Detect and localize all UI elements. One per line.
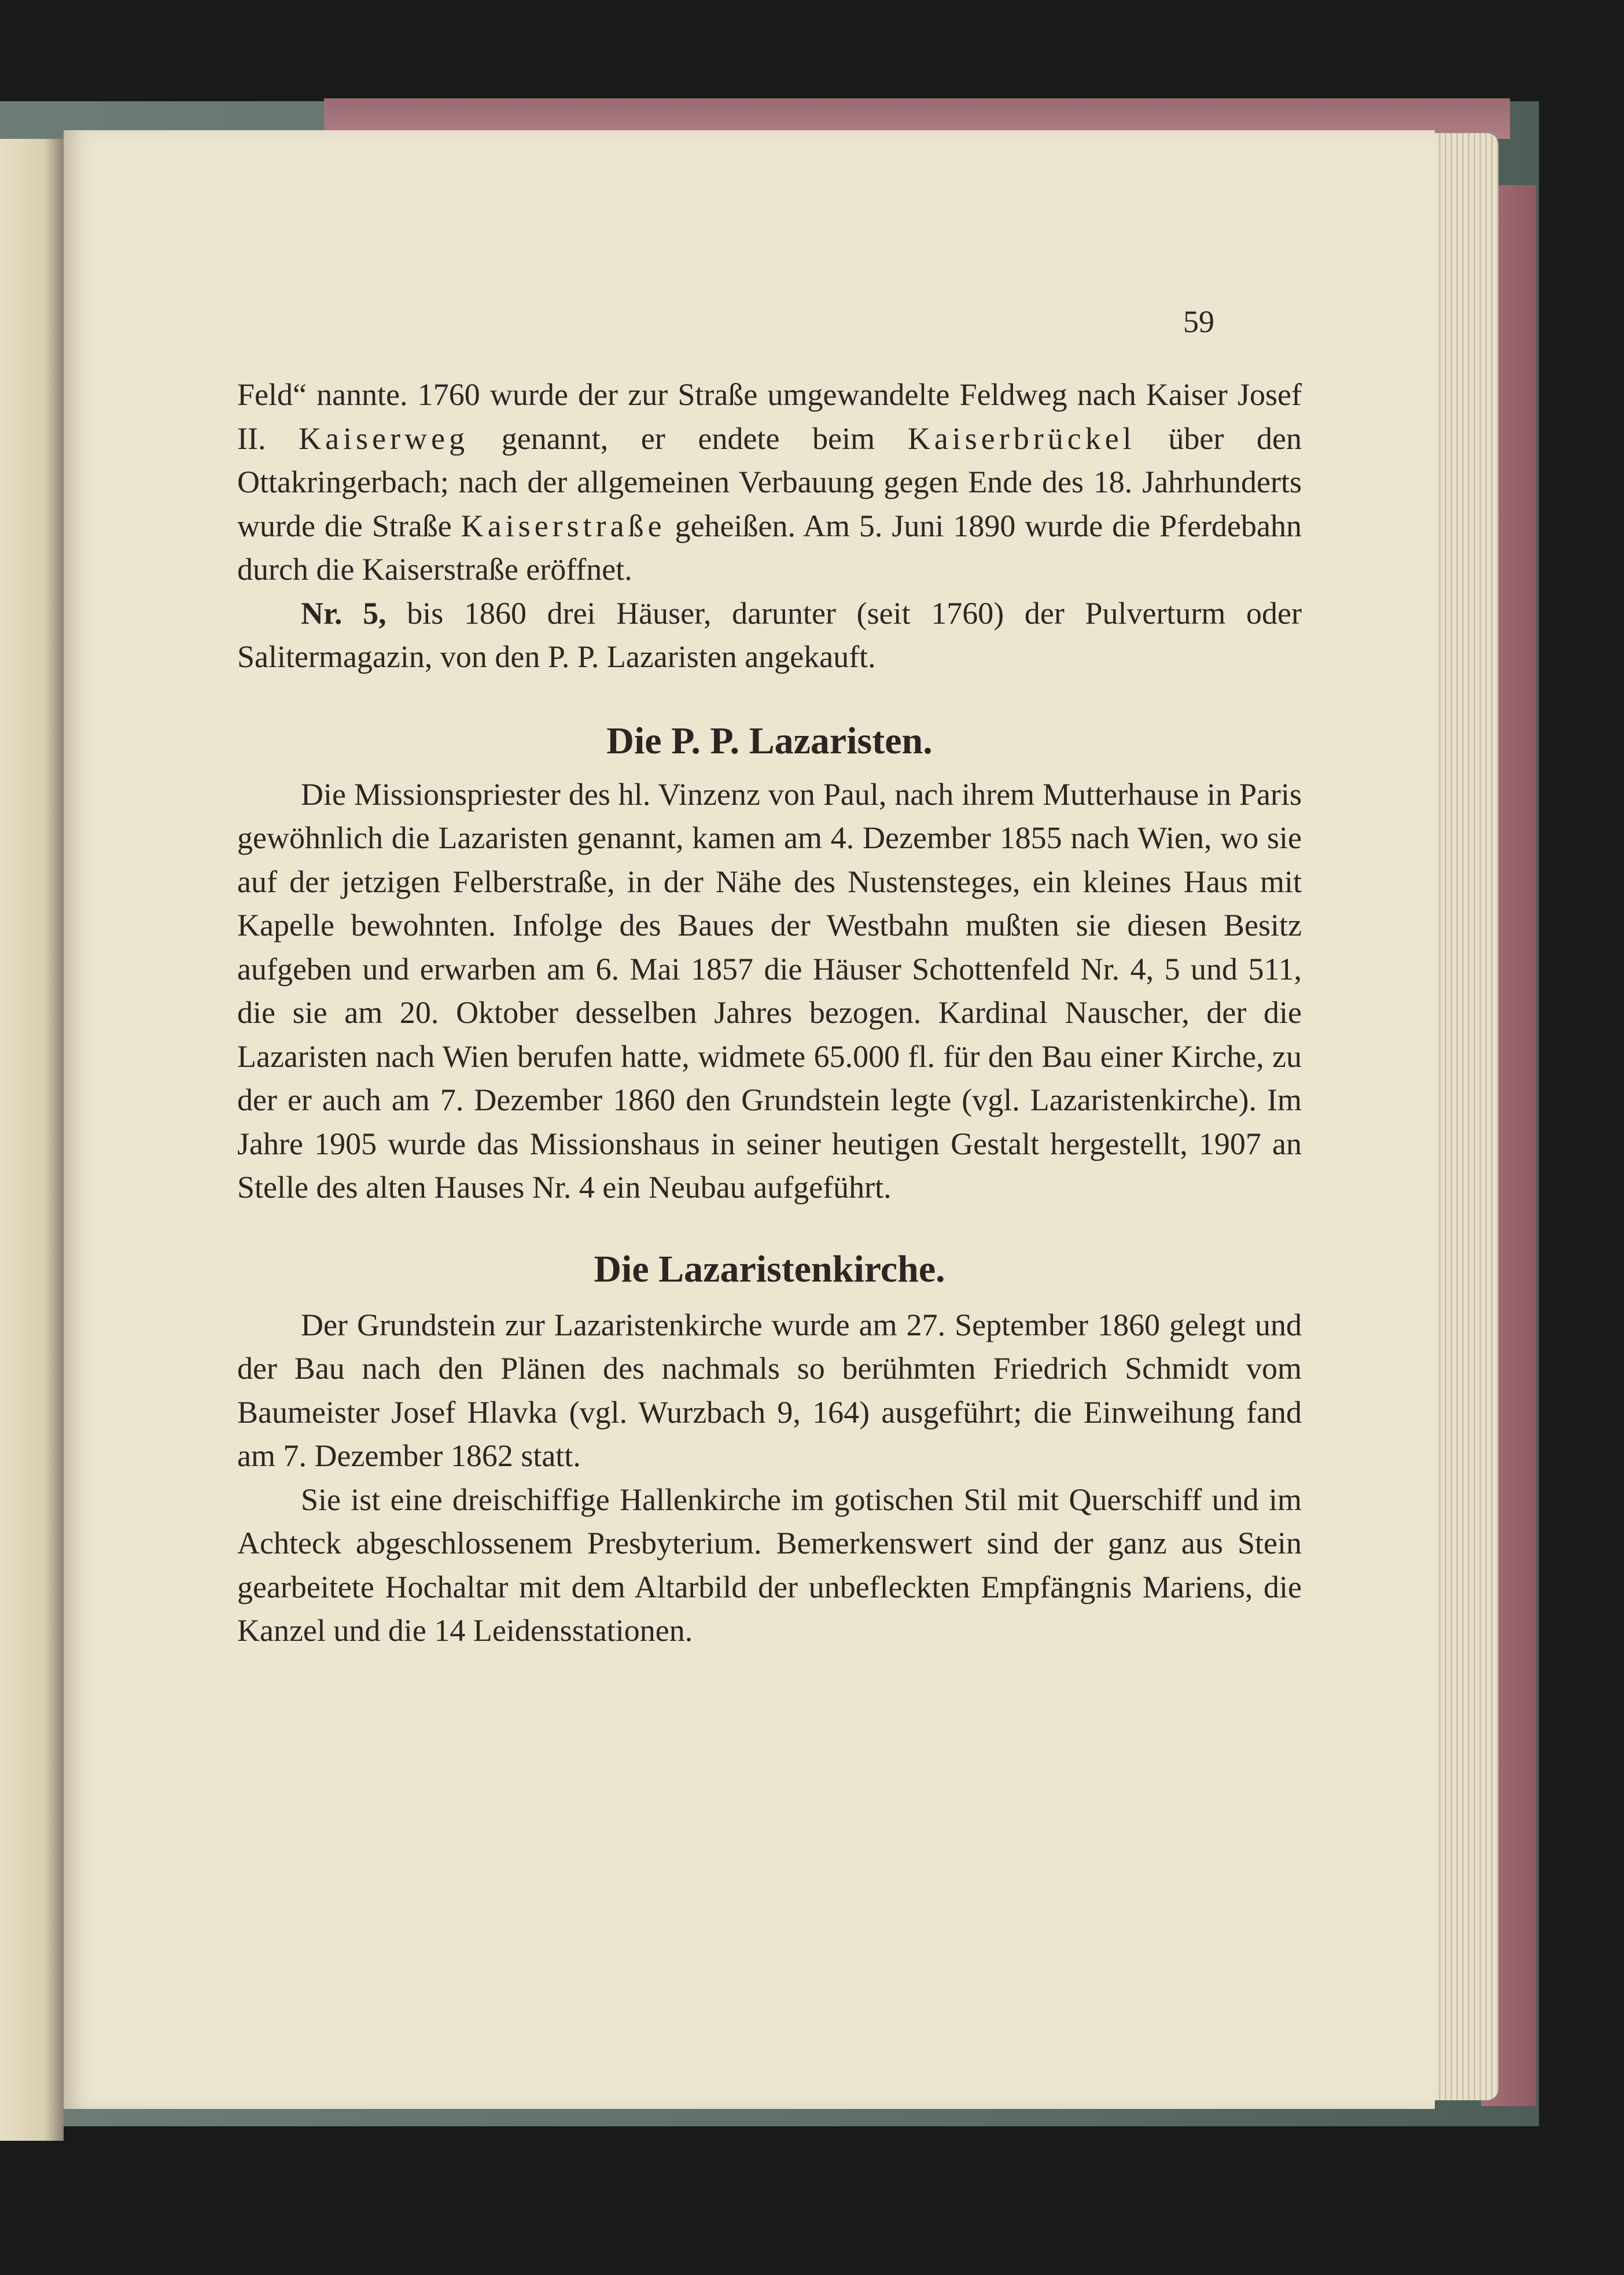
intro-text-b: genannt, er endete beim bbox=[469, 421, 908, 456]
heading-lazaristenkirche: Die Lazaristenkirche. bbox=[594, 1247, 945, 1290]
book-page bbox=[64, 130, 1435, 2109]
intro-kaiserbruckel: Kaiserbrückel bbox=[907, 421, 1136, 456]
kirche-paragraph-1: Der Grundstein zur Lazaristenkirche wurde am 27. September 1860 gelegt und der Bau nach den Plänen des nachmals so berühmten Friedrich Schmidt vom Baumeister Josef Hlavka (vgl. Wurzbach 9, 164) ausgeführt; die Einweihung fand am 7. Dezember 1862 statt. bbox=[237, 1307, 1302, 1473]
heading-lazaristen: Die P. P. Lazaristen. bbox=[606, 719, 933, 762]
intro-text-c: über den Ottakringerbach; nach der allgemeinen Verbauung gegen Ende des 18. Jahrhunderts wurde die Straße bbox=[237, 421, 1302, 543]
page-number: 59 bbox=[1183, 304, 1214, 339]
intro-kaiserstrasse: Kaiserstraße bbox=[461, 508, 666, 543]
page-text bbox=[237, 373, 1302, 1653]
intro-paragraph bbox=[237, 373, 1302, 592]
facing-page-edge bbox=[0, 139, 64, 2141]
intro-kaiserweg: Kaiserweg bbox=[299, 421, 469, 456]
nr5-label: Nr. 5, bbox=[301, 595, 386, 631]
nr5-text: bis 1860 drei Häuser, darunter (seit 1760) der Pulverturm oder Salitermagazin, von den P. P. Lazaristen angekauft. bbox=[237, 595, 1302, 674]
kirche-paragraph-2: Sie ist eine dreischiffige Hallenkirche im gotischen Stil mit Querschiff und im Achteck abgeschlossenem Presbyterium. Bemerkenswert sind der ganz aus Stein gearbeitete Hochaltar mit dem Altarbild der unbefleckten Empfängnis Mariens, die Kanzel und die 14 Leidensstationen. bbox=[237, 1482, 1302, 1648]
nr5-paragraph bbox=[237, 592, 1302, 679]
intro-text-a: Feld“ nannte. 1760 wurde der zur Straße umgewandelte Feldweg nach Kaiser Josef II. bbox=[237, 377, 1302, 456]
lazaristen-paragraph: Die Missionspriester des hl. Vinzenz von Paul, nach ihrem Mutterhause in Paris gewöhnlich die Lazaristen genannt, kamen am 4. Dezember 1855 nach Wien, wo sie auf der jetzigen Felberstraße, in der Nähe des Nustensteges, ein kleines Haus mit Kapelle bewohnten. Infolge des Baues der Westbahn mußten sie diesen Besitz aufgeben und erwarben am 6. Mai 1857 die Häuser Schottenfeld Nr. 4, 5 und 511, die sie am 20. Oktober desselben Jahres bezogen. Kardinal Nauscher, der die Lazaristen nach Wien berufen hatte, widmete 65.000 fl. für den Bau einer Kirche, zu der er auch am 7. Dezember 1860 den Grundstein legte (vgl. Lazaristenkirche). Im Jahre 1905 wurde das Missionshaus in seiner heutigen Gestalt hergestellt, 1907 an Stelle des alten Hauses Nr. 4 ein Neubau aufgeführt. bbox=[237, 776, 1302, 1205]
intro-text-d: geheißen. Am 5. Juni 1890 wurde die Pferdebahn durch die Kaiserstraße eröffnet. bbox=[237, 508, 1302, 587]
